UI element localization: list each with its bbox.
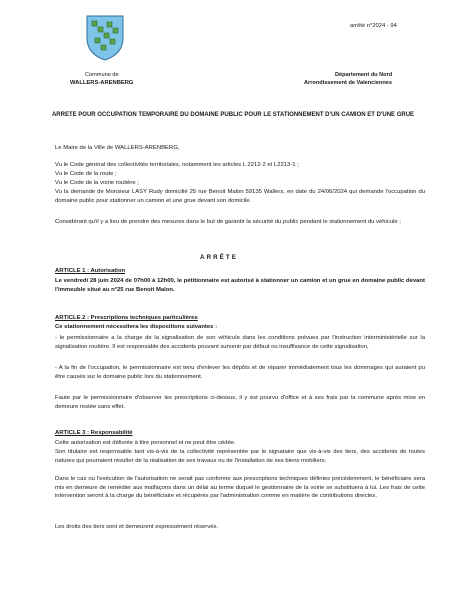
article1-heading: ARTICLE 1 : Autorisation: [55, 268, 126, 274]
commune-name: WALLERS-ARENBERG: [70, 80, 134, 86]
preamble-code-route: Vu le Code de la route ;: [55, 171, 117, 177]
preamble-demande: Vu la demande de Monsieur LASY Rudy domicilié 25 rue Benoit Malon 59135 Wallers, en date du 24/06/2024 qui demande l'occupation du domaine public pour stationner un camion et une grue devant son domicile.: [55, 189, 425, 204]
arrete-heading: ARRÊTE: [200, 254, 238, 261]
arrondissement: Arrondissement de Valenciennes: [304, 80, 392, 86]
article2-p2: - A la fin de l'occupation, le permissionnaire est tenu d'enlever les dépôts et de réparer immédiatement tous les dommages qui auraient pu être causés sur le domaine public lors du stationnement.: [55, 365, 425, 380]
article2-p1: - le permissionnaire a la charge de la signalisation de son véhicule dans les conditions prévues par l'instruction interministérielle sur la signalisation routière. Il est responsable des accidents pouvant survenir par défaut ou insuffisance de cette signalisation,: [55, 335, 425, 350]
article3-p2: Son titulaire est responsable tant vis-à-vis de la collectivité représentée par le signataire que vis-à-vis des tiers, des accidents de toutes natures qui pourraient résulter de la réalisation de ses travaux ou de l'installation de ses biens mobiliers.: [55, 449, 425, 464]
commune-label: Commune de: [85, 72, 119, 78]
arrete-number: arrêté n°2024 - 94: [350, 23, 397, 29]
preamble-code-voirie: Vu le Code de la voirie routière ;: [55, 180, 139, 186]
preamble-mayor: Le Maire de la Ville de WALLERS-ARENBERG,: [55, 145, 180, 151]
article1-text: Le vendredi 28 juin 2024 de 07h00 à 12h00, le pétitionnaire est autorisé à stationner un camion et un grue en domaine public devant l'immeuble situé au n°25 rue Benoit Malon.: [55, 278, 425, 293]
article3-heading: ARTICLE 3 : Responsabilité: [55, 430, 133, 436]
article3-p1: Cette autorisation est délivrée à titre personnel et ne peut être cédée.: [55, 440, 236, 446]
article2-subheading: Ce stationnement nécessitera les dispositions suivantes :: [55, 324, 218, 330]
article2-heading: ARTICLE 2 : Prescriptions techniques particulières: [55, 315, 198, 321]
department: Département du Nord: [335, 72, 393, 78]
article2-p3: Faute par le permissionnaire d'observer les prescriptions ci-dessus, il y est pourvu d'office et à ses frais par la commune après mise en demeure restée sans effet.: [55, 395, 425, 410]
coat-of-arms-logo: [83, 12, 127, 62]
preamble-code-collectivites: Vu le Code général des collectivités territoriales, notamment les articles L 2212-2 et L2213-1 ;: [55, 162, 299, 168]
article3-p3: Dans le cas ou l'exécution de l'autorisation ne serait pas conforme aux prescriptions techniques définies précédemment, le bénéficiaire sera mis en demeure de remédier aux malfaçons dans un délai au terme duquel le gestionnaire de la voirie se substituera à lui. Les frais de cette intervention seront à la charge du bénéficiaire et récupérés par l'administration comme en matière de contributions directes.: [55, 476, 425, 500]
document-title: ARRETE POUR OCCUPATION TEMPORAIRE DU DOMAINE PUBLIC POUR LE STATIONNEMENT D'UN CAMION ET D'UNE GRUE: [51, 112, 415, 118]
preamble-considerant: Considérant qu'il y a lieu de prendre des mesures dans le but de garantir la sécurité du public pendant le stationnement du véhicule ;: [55, 219, 401, 225]
article3-p4: Les droits des tiers sont et demeurent expressément réservés.: [55, 524, 219, 530]
